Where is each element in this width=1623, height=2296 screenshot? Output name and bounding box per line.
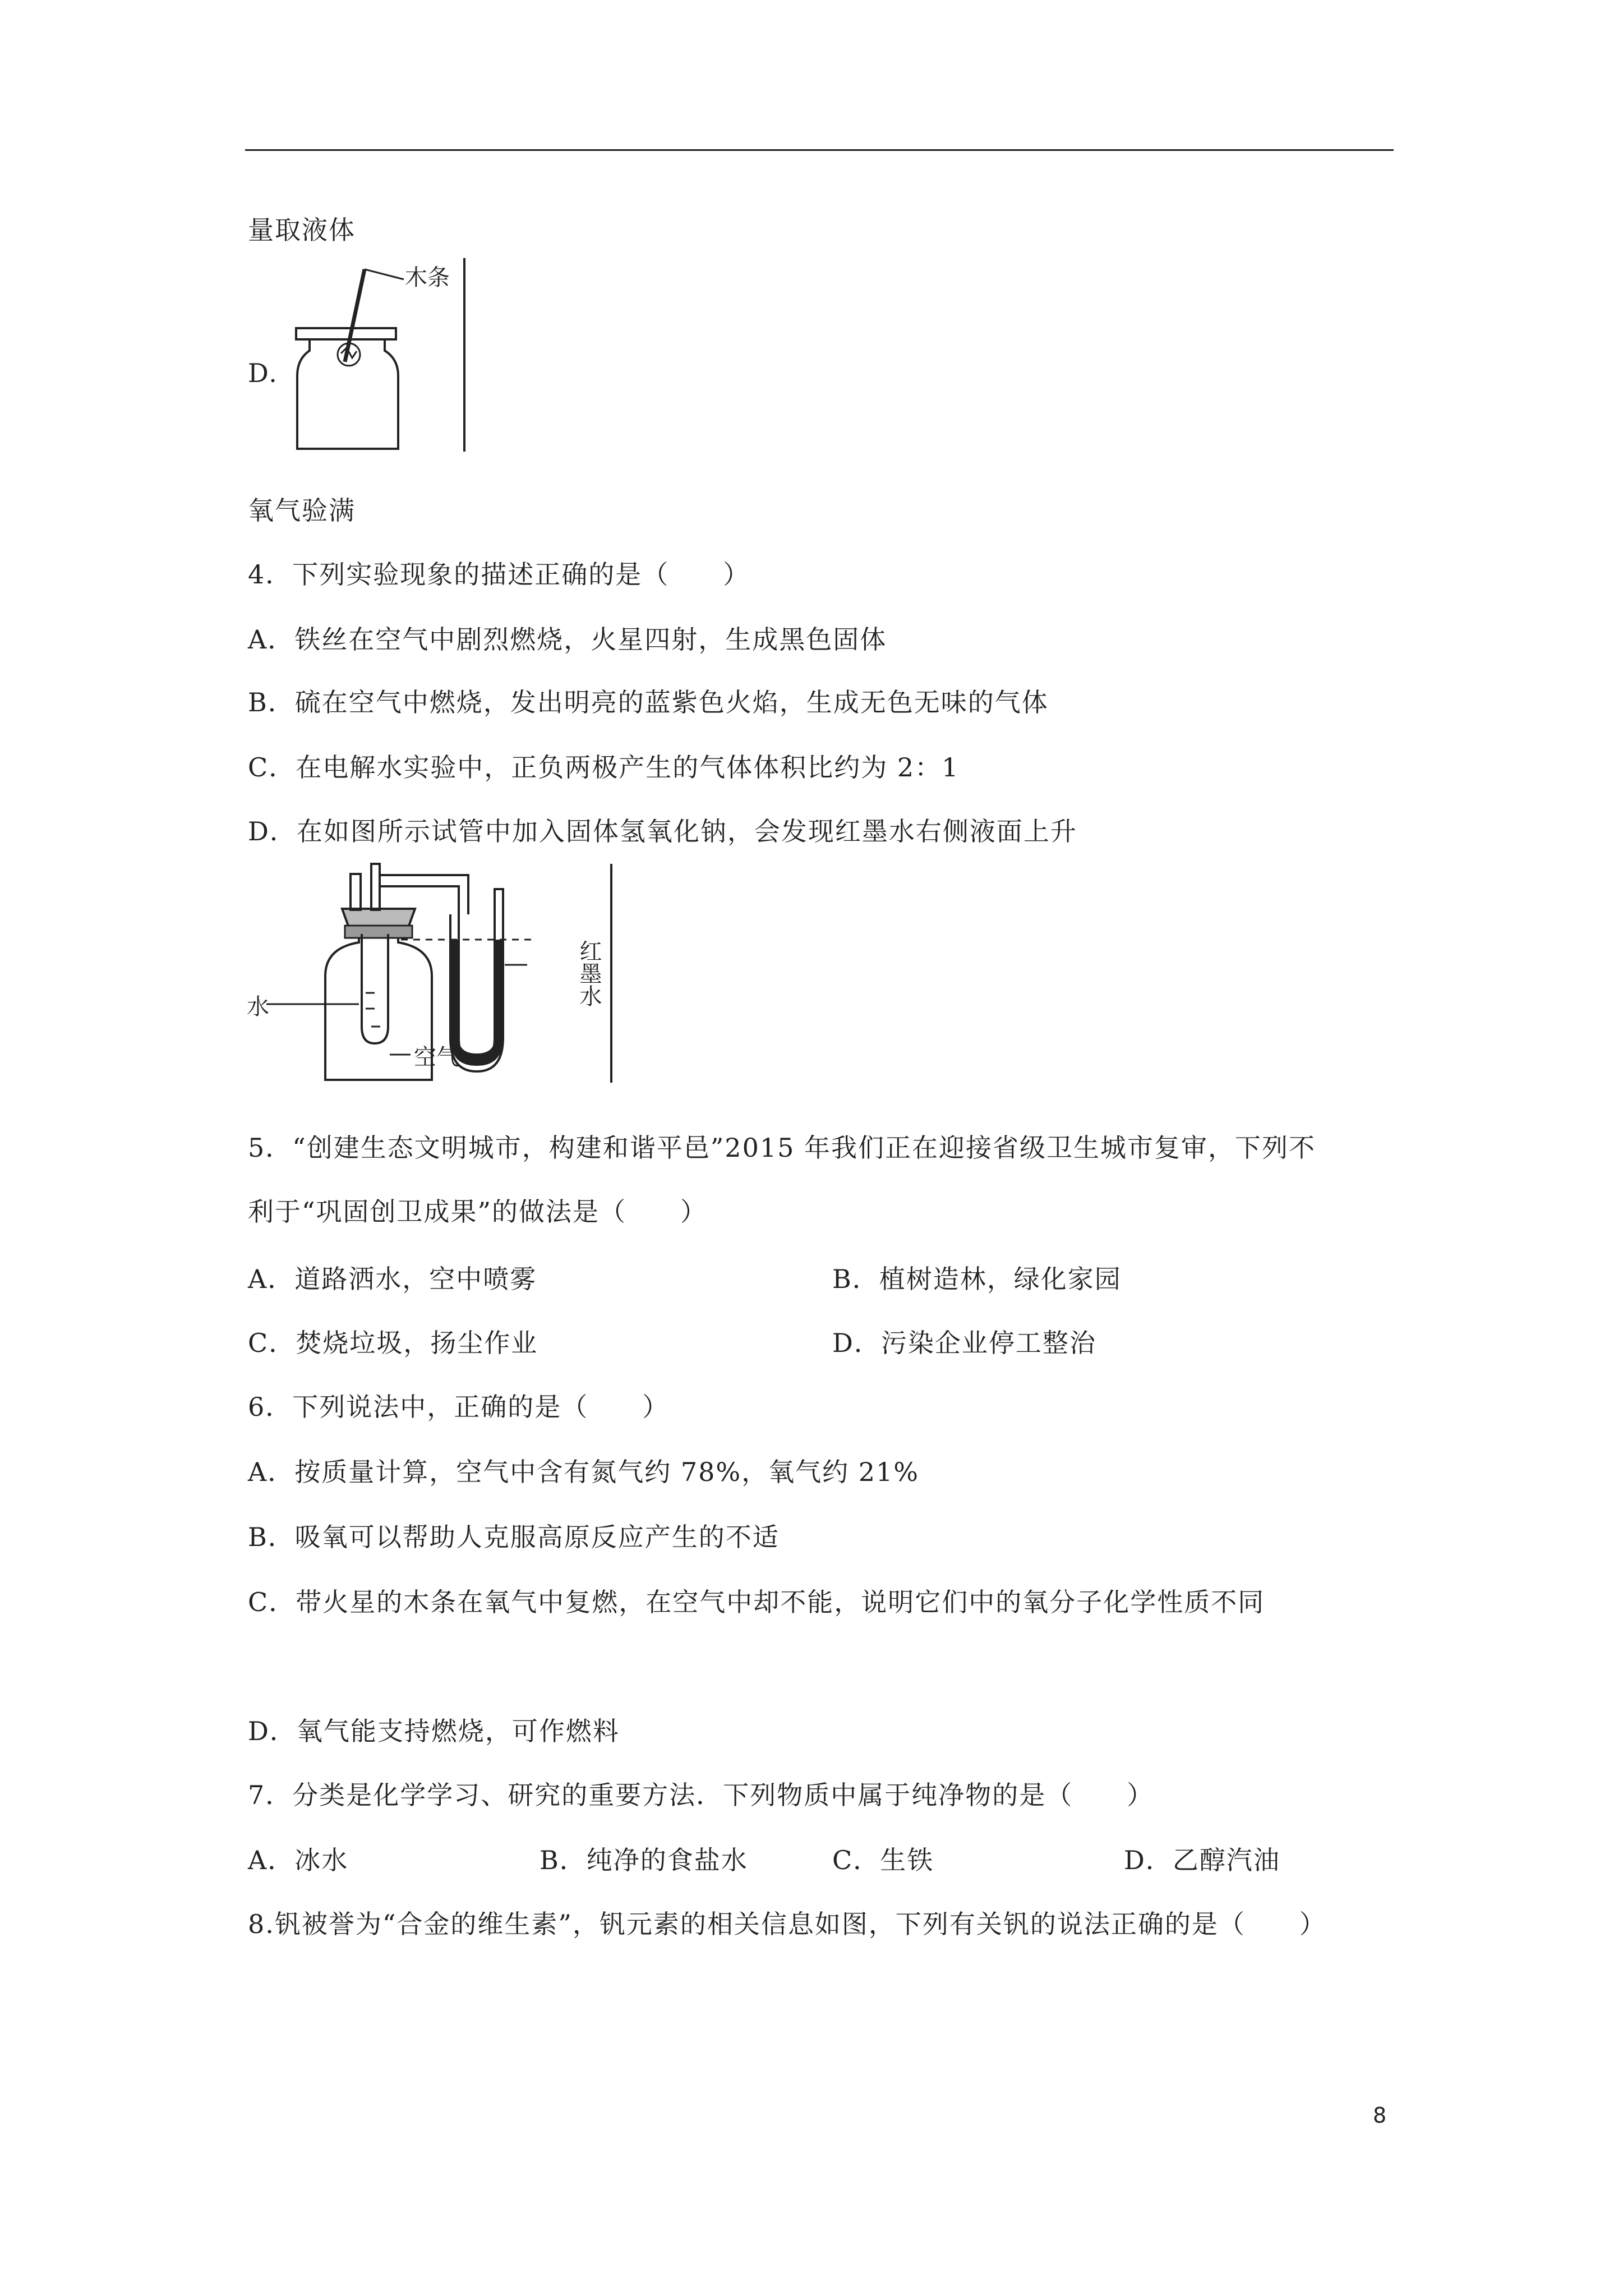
q4-option-c: C．在电解水实验中，正负两极产生的气体体积比约为 2：1 [248, 752, 960, 783]
q5-option-b: B．植树造林，绿化家园 [832, 1264, 1122, 1294]
q8-stem: 8.钒被誉为“合金的维生素”，钒元素的相关信息如图，下列有关钒的说法正确的是（ ） [248, 1909, 1326, 1939]
red-ink-label: 红墨水 [576, 940, 602, 1007]
page-number: 8 [1373, 2103, 1387, 2128]
water-label: 水 [247, 994, 269, 1020]
q5-option-d: D．污染企业停工整治 [832, 1328, 1096, 1358]
option-c-caption: 量取液体 [248, 215, 356, 245]
q6-option-a: A．按质量计算，空气中含有氮气约 78%，氧气约 21% [248, 1457, 919, 1487]
oxygen-test-figure [286, 258, 477, 457]
q7-stem: 7．分类是化学学习、研究的重要方法．下列物质中属于纯净物的是（ ） [248, 1780, 1154, 1810]
wood-stick-label: 木条 [405, 265, 450, 291]
u-tube-figure [247, 864, 617, 1088]
option-d-caption: 氧气验满 [248, 495, 356, 526]
q7-option-a: A．冰水 [248, 1845, 349, 1875]
q5-stem: 5．“创建生态文明城市，构建和谐平邑”2015 年我们正在迎接省级卫生城市复审，下列不 [248, 1133, 1316, 1163]
q6-stem: 6．下列说法中，正确的是（ ） [248, 1392, 670, 1422]
q7-option-d: D．乙醇汽油 [1124, 1845, 1280, 1875]
q6-option-c: C．带火星的木条在氧气中复燃，在空气中却不能，说明它们中的氧分子化学性质不同 [248, 1587, 1265, 1617]
header-rule [245, 149, 1394, 151]
q4-option-a: A．铁丝在空气中剧烈燃烧，火星四射，生成黑色固体 [248, 624, 887, 655]
q4-option-b: B．硫在空气中燃烧，发出明亮的蓝紫色火焰，生成无色无味的气体 [248, 687, 1049, 717]
q7-option-b: B．纯净的食盐水 [540, 1845, 748, 1875]
air-label: 空气 [414, 1045, 459, 1070]
q4-option-d: D．在如图所示试管中加入固体氢氧化钠，会发现红墨水右侧液面上升 [248, 816, 1077, 846]
q5-option-a: A．道路洒水，空中喷雾 [248, 1264, 537, 1294]
option-d-label: D. [248, 358, 278, 388]
q6-option-d: D．氧气能支持燃烧，可作燃料 [248, 1716, 620, 1746]
q5-option-c: C．焚烧垃圾，扬尘作业 [248, 1328, 538, 1358]
q4-stem: 4．下列实验现象的描述正确的是（ ） [248, 559, 750, 590]
q7-option-c: C．生铁 [832, 1845, 934, 1875]
q5-stem-cont: 利于“巩固创卫成果”的做法是（ ） [248, 1197, 708, 1227]
q6-option-b: B．吸氧可以帮助人克服高原反应产生的不适 [248, 1522, 780, 1552]
